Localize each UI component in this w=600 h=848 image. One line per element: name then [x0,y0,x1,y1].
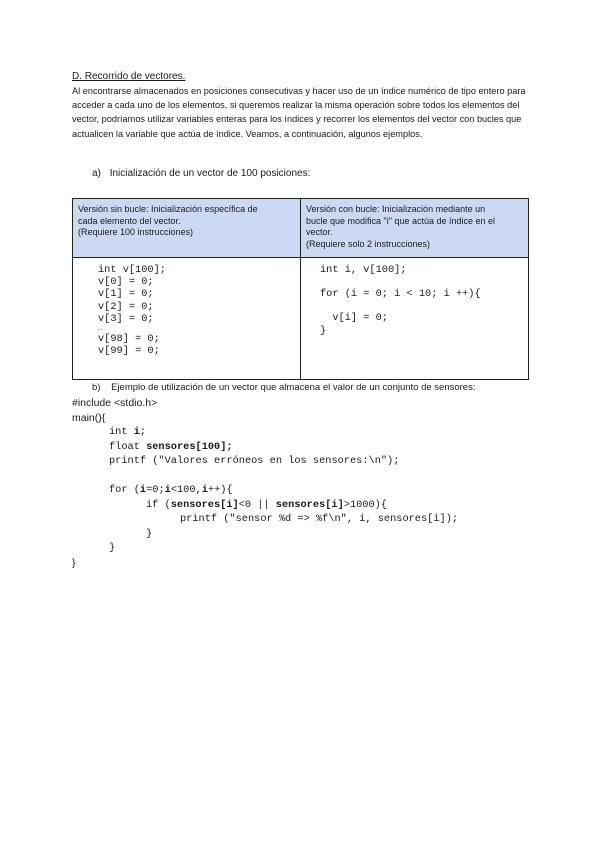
code-token: float [109,440,147,453]
item-a [92,168,310,179]
code-line: v[2] = 0; [98,300,154,313]
code-token: if ( [146,498,171,511]
include-line: #include <stdio.h> [72,397,158,409]
for-line [72,483,528,498]
main-line: main(){ [72,411,106,424]
printf-sensor-line: printf ("sensor %d => %f\n", i, sensores[i]); [180,513,459,525]
code-token-bold: sensores[100] [146,440,227,453]
code-example [72,396,528,570]
table-code-row [73,258,529,380]
code-token: for ( [109,484,140,496]
code-line: v[99] = 0; [98,345,160,358]
code-line: int i, v[100]; [320,264,407,276]
close-brace-if: } [146,527,153,540]
close-brace-main: } [72,556,76,569]
item-b-label: b) [92,382,101,393]
code-token: >1000){ [343,498,388,511]
code-ellipsis: … [98,325,103,334]
code-line [320,300,523,312]
code-token: <0 || [238,498,276,511]
left-header-line: cada elemento del vector. [78,215,181,226]
left-header-line: (Requiere 100 instrucciones) [78,227,194,237]
code-token: =0; [146,484,165,496]
code-line: } [320,324,327,337]
code-token-bold: i [133,426,140,438]
code-token-bold: sensores[i] [275,498,344,511]
left-header-cell [73,199,301,258]
code-token-bold: i [201,484,208,496]
code-token: <100, [170,484,202,496]
code-line: v[0] = 0; [98,276,154,289]
right-header-line: vector. [306,227,333,237]
close-brace-for: } [109,542,116,554]
code-line: v[1] = 0; [98,288,154,301]
code-token: ++){ [207,484,233,496]
item-a-text: Inicialización de un vector de 100 posiciones: [109,168,311,179]
table-header-row [73,199,529,258]
code-token-bold: ; [226,440,233,453]
right-header-line: Versión con bucle: Inicialización mediante un [306,204,486,214]
code-line: v[i] = 0; [320,312,388,325]
code-token-bold: i [139,484,147,496]
code-token-bold: i [164,484,171,496]
code-line: int v[100]; [98,264,166,276]
float-declaration-line [72,440,528,455]
intro-paragraph: Al encontrarse almacenados en posiciones consecutivas y hacer uso de un índice numérico de tipo entero para acceder a cada uno de los elementos, si queremos realizar la misma operación sobre todos los elementos del vector, podríamos utilizar variables enteras para los índices y recorrer los elementos del vector con bucles que actualicen la variable que actúa de índice. Veamos, a continuación, algunos ejemplos. [72,86,526,139]
right-header-line: (Requiere solo 2 instrucciones) [306,238,431,249]
left-code-cell [73,258,301,380]
right-header-cell [301,199,529,258]
code-line: v[98] = 0; [98,333,160,346]
right-header-line: bucle que modifica "i" que actúa de índice en el [306,215,496,226]
blank-line [72,469,528,484]
code-line: for (i = 0; i < 10; i ++){ [320,288,481,301]
section-heading: D. Recorrido de vectores. [72,71,186,82]
right-code-cell [301,258,529,380]
code-line [320,276,523,288]
left-header-line: Versión sin bucle: Inicialización específica de [78,204,258,214]
item-b [92,382,476,393]
item-b-text: Ejemplo de utilización de un vector que almacena el valor de un conjunto de sensores: [111,382,476,393]
comparison-table [72,198,529,380]
code-line: v[3] = 0; [98,312,154,325]
int-declaration-line [72,425,528,440]
item-a-label: a) [92,168,101,179]
if-line [72,498,528,513]
code-token: int [109,426,134,438]
code-token-bold: sensores[i] [170,498,239,511]
code-token: ; [139,426,147,438]
printf-line: printf ("Valores erróneos en los sensores:\n"); [109,455,400,467]
